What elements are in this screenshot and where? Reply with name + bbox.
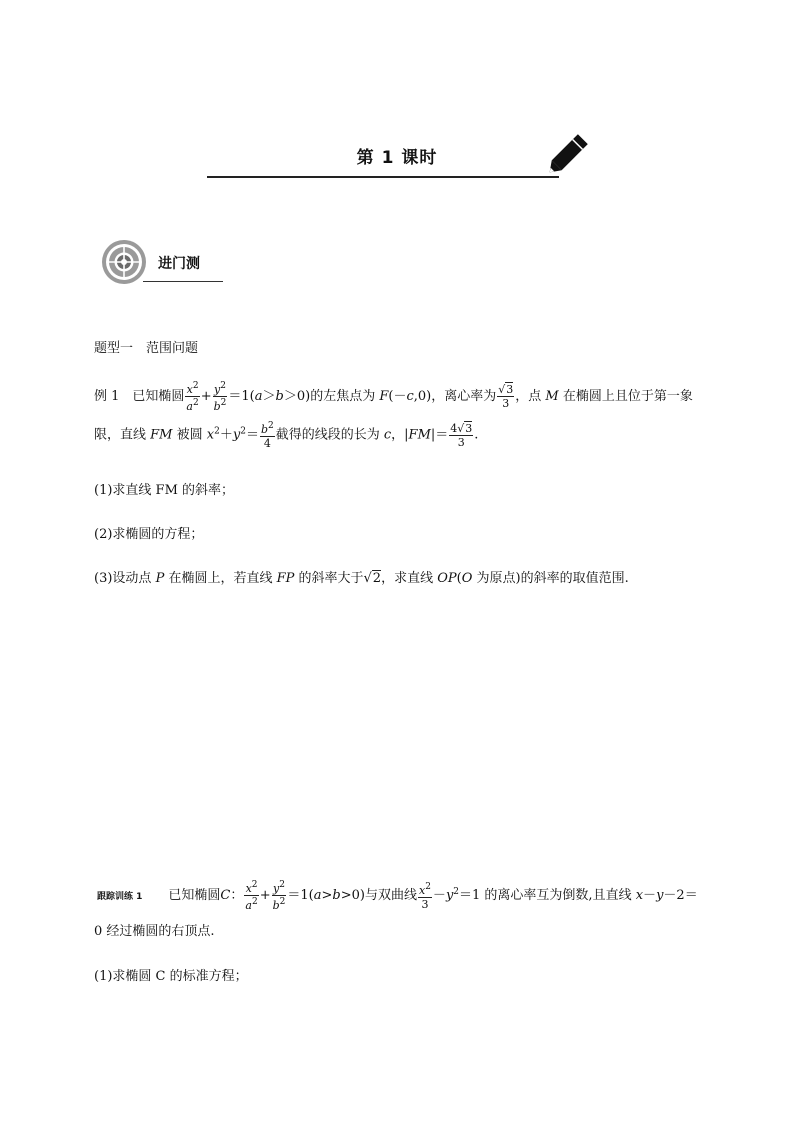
topic-heading: 题型一 范围问题 — [94, 341, 199, 356]
example-label: 例 1 — [94, 389, 120, 404]
pencil-icon — [540, 126, 596, 182]
section-underline — [143, 281, 223, 282]
training-1-line-2: 0 经过椭圆的右顶点. — [94, 924, 215, 939]
section-label: 进门测 — [158, 256, 200, 272]
example-1-line-1: 例 1 已知椭圆 $\frac{x^2}{a^2}$ + $\frac{y^2}{b^2}$ ＝1(a＞b＞0)的左焦点为 F(－c,0)，离心率为 $\frac{√3}{3}$ ，点 M 在椭圆上且位于第一象 — [94, 381, 693, 413]
example-q2: (2)求椭圆的方程； — [94, 527, 204, 542]
title-underline — [207, 176, 559, 178]
target-icon — [101, 239, 147, 285]
training-q1: (1)求椭圆 C 的标准方程； — [94, 969, 248, 984]
example-q3: (3)设动点 P 在椭圆上，若直线 FP 的斜率大于√2，求直线 OP(O 为原点)的斜率的取值范围. — [94, 571, 629, 586]
example-1-line-2: 限，直线 FM 被圆 $x^2+y^2=$ $\frac{b^2}{4}$ 截得的线段的长为 c，|FM|＝ $\frac{4√3}{3}$ . — [94, 421, 479, 450]
page-title: 第 1 课时 — [356, 148, 438, 168]
example-q1: (1)求直线 FM 的斜率； — [94, 483, 235, 498]
training-1-line-1: 跟踪训练 1 已知椭圆C： $\frac{x^2}{a^2}$ + $\frac{y^2}{b^2}$ ＝1(a>b>0)与双曲线 $\frac{x^2}{3}$ $-y^2=1$ 的离心率互为倒数,且直线 x－y－2＝ — [97, 880, 698, 912]
training-label: 跟踪训练 1 — [97, 892, 143, 902]
